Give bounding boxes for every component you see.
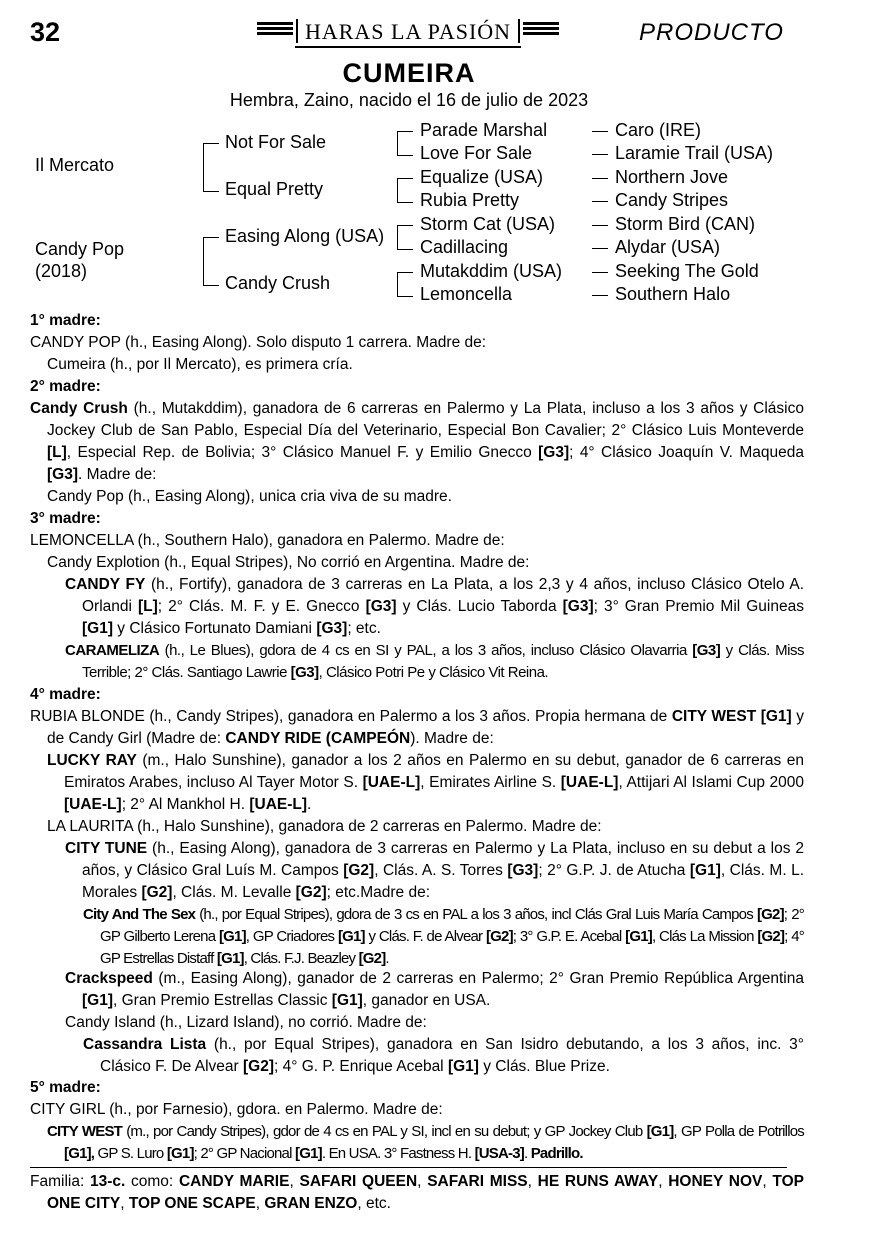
third-dam-line: LEMONCELLA (h., Southern Halo), ganadora en Palermo. Madre de: (30, 532, 505, 549)
carameliza-entry: CARAMELIZA (h., Le Blues), gdora de 4 cs en SI y PAL, a los 3 años, incluso Clásico Olavarria [G3] y Clás. Miss Terrible; 2° Clás. Santiago Lawrie [G3], Clásico Potri Pe y Clásico Vit Reina. (65, 642, 804, 681)
first-dam-offspring: Cumeira (h., por Il Mercato), es primera cría. (47, 356, 353, 373)
pedigree-gen3-item: Cadillacing (420, 237, 509, 257)
brand-divider-right (518, 19, 520, 43)
pedigree-dash (592, 201, 608, 202)
brand-logo (257, 16, 559, 49)
la-laurita-line: LA LAURITA (h., Halo Sunshine), ganadora de 2 carreras en Palermo. Madre de: (47, 818, 602, 835)
horse-name-bold: CITY WEST (47, 1123, 123, 1140)
bracket-sire (203, 143, 219, 192)
horse-name-bold: Candy Crush (30, 400, 128, 417)
horse-name-bold: LUCKY RAY (47, 752, 137, 769)
bracket-gen2 (397, 272, 413, 297)
pedigree-gen3-item: Love For Sale (420, 143, 533, 163)
fourth-dam-entry: RUBIA BLONDE (h., Candy Stripes), ganadora en Palermo a los 3 años. Propia hermana de CITY WEST [G1] y de Candy Girl (Madre de: CANDY RIDE (CAMPEÓN). Madre de: (30, 708, 805, 747)
fourth-dam-label: 4° madre: (30, 686, 101, 703)
pedigree-dash (592, 248, 608, 249)
lucky-ray-entry: LUCKY RAY (m., Halo Sunshine), ganador a los 2 años en Palermo en su debut, ganador de 6 carreras en Emiratos Arabes, incluso Al Tayer Motor S. [UAE-L], Emirates Airline S. [UAE-L], Attijari Al Islami Cup 2000 [UAE-L]; 2° Al Mankhol H. [UAE-L]. (47, 752, 805, 813)
second-dam-entry: Candy Crush (h., Mutakddim), ganadora de 6 carreras en Palermo y La Plata, incluso a los 3 años y Clásico Jockey Club de San Pablo, Especial Día del Veterinario, Especial Bon Cavalier; 2° Clásico Luis Monteverde [L], Especial Rep. de Bolivia; 3° Clásico Manuel F. y Emilio Gnecco [G3]; 4° Clásico Joaquín V. Maqueda [G3]. Madre de: (30, 400, 804, 483)
candy-island-line: Candy Island (h., Lizard Island), no corrió. Madre de: (65, 1014, 427, 1031)
pedigree-gen4-item: Northern Jove (615, 167, 729, 187)
second-dam-label: 2° madre: (30, 378, 101, 395)
horse-name-bold: City And The Sex (83, 906, 196, 923)
horse-name-bold: CITY TUNE (65, 840, 148, 857)
pedigree-gen3-item: Mutakddim (USA) (420, 261, 563, 281)
brand-underline (295, 46, 521, 48)
section-label: PRODUCTO (639, 19, 784, 46)
horse-description: Hembra, Zaino, nacido el 16 de julio de 2023 (229, 90, 589, 110)
pedigree-gen3-item: Lemoncella (420, 284, 513, 304)
pedigree-dam-year: (2018) (35, 261, 88, 281)
horse-name: CUMEIRA (342, 58, 476, 88)
brand-bars-left (257, 22, 293, 40)
third-dam-label: 3° madre: (30, 510, 101, 527)
pedigree-gen2-item: Equal Pretty (225, 179, 324, 199)
horse-name-bold: Crackspeed (65, 970, 153, 987)
first-dam-line: CANDY POP (h., Easing Along). Solo disputo 1 carrera. Madre de: (30, 334, 487, 351)
city-tune-entry: CITY TUNE (h., Easing Along), ganadora de 3 carreras en Palermo y La Plata, incluso en su debut a los 2 años, y Clásico Gral Luís M. Campos [G2], Clás. A. S. Torres [G3]; 2° G.P. J. de Atucha [G1], Clás. M. L. Morales [G2], Clás. M. Levalle [G2]; etc.Madre de: (65, 840, 805, 901)
pedigree-gen4-item: Alydar (USA) (615, 237, 721, 257)
pedigree-gen3-item: Storm Cat (USA) (420, 214, 556, 234)
horse-name-bold: CANDY FY (65, 576, 146, 593)
fifth-dam-line: CITY GIRL (h., por Farnesio), gdora. en Palermo. Madre de: (30, 1101, 443, 1118)
pedigree-dash (592, 154, 608, 155)
pedigree-gen4-item: Seeking The Gold (615, 261, 759, 281)
pedigree-gen4-item: Southern Halo (615, 284, 731, 304)
page-number: 32 (30, 17, 61, 47)
pedigree-dash (592, 272, 608, 273)
pedigree-gen3-item: Equalize (USA) (420, 167, 544, 187)
pedigree-dash (592, 131, 608, 132)
pedigree-dash (592, 225, 608, 226)
pedigree-gen3-item: Rubia Pretty (420, 190, 520, 210)
pedigree-gen2-item: Candy Crush (225, 273, 331, 293)
city-west-entry: CITY WEST (m., por Candy Stripes), gdor de 4 cs en PAL y SI, incl en su debut; y GP Jockey Club [G1], GP Polla de Potrillos [G1], GP S. Luro [G1]; 2° GP Nacional [G1]. En USA. 3° Fastness H. [USA-3]. Padrillo. (47, 1123, 804, 1162)
pedigree-gen4-item: Storm Bird (CAN) (615, 214, 756, 234)
pedigree-dam: Candy Pop (35, 239, 125, 259)
pedigree-dash (592, 178, 608, 179)
crackspeed-entry: Crackspeed (m., Easing Along), ganador de 2 carreras en Palermo; 2° Gran Premio República Argentina [G1], Gran Premio Estrellas Classic [G1], ganador en USA. (65, 970, 804, 1009)
brand-bars-right (523, 22, 559, 40)
brand-divider-left (296, 19, 298, 43)
horse-name-bold: CARAMELIZA (65, 642, 160, 659)
pedigree-gen2-item: Easing Along (USA) (225, 226, 385, 246)
first-dam-label: 1° madre: (30, 312, 101, 329)
brand-name: HARAS LA PASIÓN (304, 19, 512, 44)
bracket-gen2 (397, 131, 413, 156)
candy-fy-entry: CANDY FY (h., Fortify), ganadora de 3 carreras en La Plata, a los 2,3 y 4 años, incluso Clásico Otelo A. Orlandi [L]; 2° Clás. M. F. y E. Gnecco [G3] y Clás. Lucio Taborda [G3]; 3° Gran Premio Mil Guineas [G1] y Clásico Fortunato Damiani [G3]; etc. (65, 576, 804, 637)
fifth-dam-label: 5° madre: (30, 1079, 101, 1096)
bracket-gen2 (397, 225, 413, 250)
horse-name-bold: Cassandra Lista (83, 1036, 207, 1053)
pedigree-gen4-item: Laramie Trail (USA) (615, 143, 774, 163)
family-line: Familia: 13-c. como: CANDY MARIE, SAFARI QUEEN, SAFARI MISS, HE RUNS AWAY, HONEY NOV, TOP ONE CITY, TOP ONE SCAPE, GRAN ENZO, etc. (30, 1173, 804, 1212)
cassandra-lista-entry: Cassandra Lista (h., por Equal Stripes), ganadora en San Isidro debutando, a los 3 años, inc. 3° Clásico F. De Alvear [G2]; 4° G. P. Enrique Acebal [G1] y Clás. Blue Prize. (83, 1036, 804, 1075)
second-dam-offspring: Candy Pop (h., Easing Along), unica cria viva de su madre. (47, 488, 452, 505)
city-and-the-sex-entry: City And The Sex (h., por Equal Stripes), gdora de 3 cs en PAL a los 3 años, incl Clás Gral Luis María Campos [G2]; 2° GP Gilberto Lerena [G1], GP Criadores [G1] y Clás. F. de Alvear [G2]; 3° G.P. E. Acebal [G1], Clás La Mission [G2]; 4° GP Estrellas Distaff [G1], Clás. F.J. Beazley [G2]. (83, 906, 804, 967)
bracket-dam (203, 237, 219, 286)
pedigree-sire: Il Mercato (35, 155, 115, 175)
pedigree-gen2-item: Not For Sale (225, 132, 327, 152)
pedigree-gen4-item: Candy Stripes (615, 190, 729, 210)
family-divider (30, 1167, 787, 1168)
pedigree-gen3-item: Parade Marshal (420, 120, 548, 140)
pedigree-gen4-item: Caro (IRE) (615, 120, 702, 140)
third-dam-offspring: Candy Explotion (h., Equal Stripes), No corrió en Argentina. Madre de: (47, 554, 530, 571)
pedigree-dash (592, 295, 608, 296)
bracket-gen2 (397, 178, 413, 203)
